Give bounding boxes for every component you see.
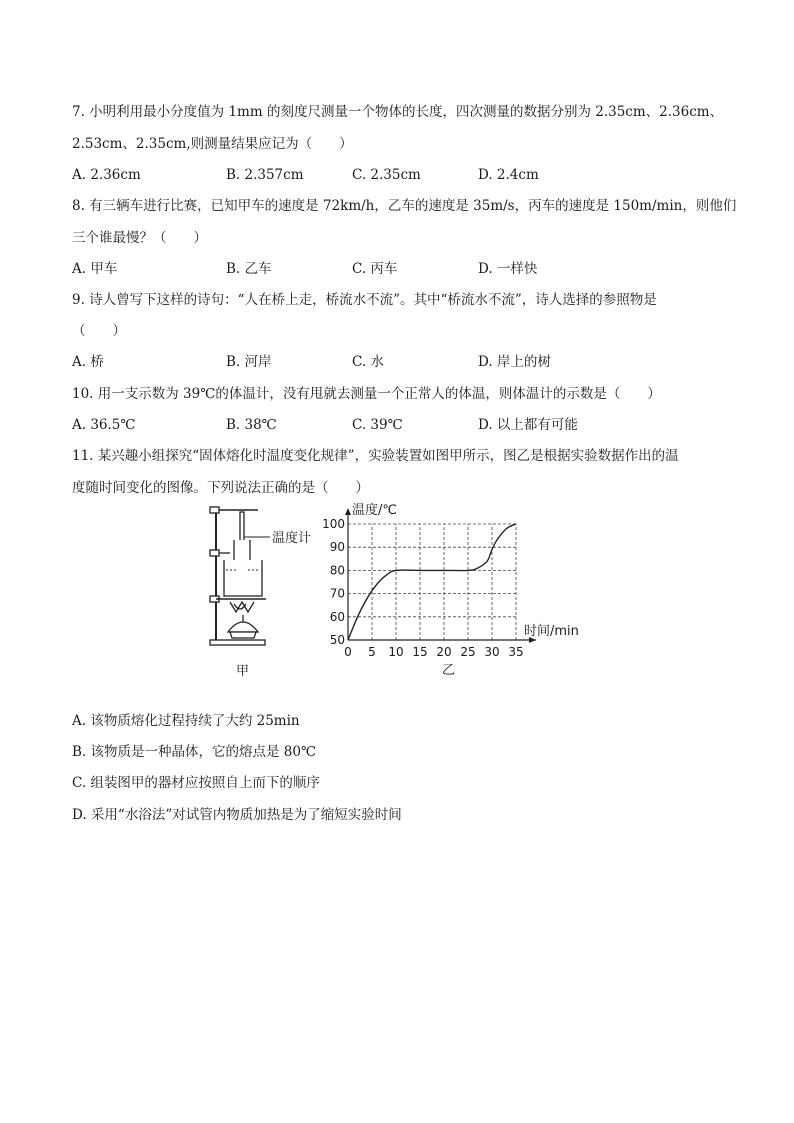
q8-option-c[interactable]: C. 丙车: [352, 261, 398, 277]
q8-option-a[interactable]: A. 甲车: [72, 261, 118, 277]
x-tick-label: 35: [508, 645, 524, 659]
y-axis-label: 温度/℃: [352, 503, 397, 518]
q7-stem-line2: 2.53cm、2.35cm,则测量结果应记为（ ）: [72, 136, 353, 152]
y-tick-label: 50: [329, 633, 345, 647]
chart-ticks: [322, 517, 524, 659]
x-tick-label: 15: [412, 645, 428, 659]
figure-jia-label: 甲: [236, 664, 250, 679]
q10-option-c[interactable]: C. 39℃: [352, 417, 403, 433]
y-axis-arrow: [345, 508, 351, 515]
q8-option-d[interactable]: D. 一样快: [478, 261, 538, 277]
q9-option-b[interactable]: B. 河岸: [226, 354, 272, 370]
q10-stem: 10. 用一支示数为 39℃的体温计，没有甩就去测量一个正常人的体温，则体温计的示数是（ ）: [72, 386, 661, 402]
y-tick-label: 100: [322, 517, 345, 531]
figure-yi-label: 乙: [442, 663, 456, 678]
y-tick-label: 90: [329, 540, 345, 555]
q7-option-c[interactable]: C. 2.35cm: [352, 167, 421, 183]
q11-stem-line1: 11. 某兴趣小组探究“固体熔化时温度变化规律”，实验装置如图甲所示，图乙是根据实验数据作出的温: [72, 448, 679, 464]
q10-option-a[interactable]: A. 36.5℃: [72, 417, 136, 433]
q10-option-b[interactable]: B. 38℃: [226, 417, 277, 433]
q11-option-b[interactable]: B. 该物质是一种晶体，它的熔点是 80℃: [72, 744, 317, 760]
x-tick-label: 10: [388, 645, 404, 659]
stand-base: [210, 640, 265, 645]
q9-stem-line1: 9. 诗人曾写下这样的诗句：“人在桥上走，桥流水不流”。其中“桥流水不流”，诗人选择的参照物是: [72, 292, 657, 308]
alcohol-lamp-icon: [228, 622, 258, 632]
y-tick-label: 60: [329, 609, 345, 624]
q11-option-d[interactable]: D. 采用“水浴法”对试管内物质加热是为了缩短实验时间: [72, 807, 402, 823]
q9-option-a[interactable]: A. 桥: [72, 354, 104, 370]
q7-option-a[interactable]: A. 2.36cm: [72, 167, 141, 183]
x-tick-label: 0: [344, 645, 352, 659]
x-tick-label: 25: [460, 645, 476, 659]
thermometer-label: 温度计: [272, 531, 312, 546]
x-axis-label: 时间/min: [524, 624, 579, 639]
q7-option-d[interactable]: D. 2.4cm: [478, 167, 539, 183]
q7-option-b[interactable]: B. 2.357cm: [226, 167, 304, 183]
chart-grid: [348, 524, 516, 640]
q9-stem-line2: （ ）: [72, 323, 126, 339]
x-tick-label: 5: [368, 645, 376, 659]
q11-stem-line2: 度随时间变化的图像。下列说法正确的是（ ）: [72, 480, 369, 496]
q10-option-d[interactable]: D. 以上都有可能: [478, 417, 578, 433]
q8-option-b[interactable]: B. 乙车: [226, 261, 272, 277]
y-tick-label: 70: [329, 586, 345, 601]
apparatus-figure: [200, 500, 330, 680]
q9-option-c[interactable]: C. 水: [352, 354, 384, 370]
x-tick-label: 30: [484, 645, 500, 659]
temperature-time-chart: [318, 498, 594, 682]
x-tick-label: 20: [436, 645, 452, 659]
q7-stem-line1: 7. 小明利用最小分度值为 1mm 的刻度尺测量一个物体的长度，四次测量的数据分别为 2.35cm、2.36cm、: [72, 104, 724, 120]
beaker-icon: [224, 560, 262, 596]
q8-stem-line2: 三个谁最慢？（ ）: [72, 230, 207, 246]
series-line: [348, 524, 516, 640]
q11-option-c[interactable]: C. 组装图甲的器材应按照自上而下的顺序: [72, 775, 320, 791]
q9-option-d[interactable]: D. 岸上的树: [478, 354, 551, 370]
q8-stem-line1: 8. 有三辆车进行比赛，已知甲车的速度是 72km/h，乙车的速度是 35m/s，丙车的速度是 150m/min，则他们: [72, 198, 737, 214]
y-tick-label: 80: [329, 563, 345, 578]
q11-option-a[interactable]: A. 该物质熔化过程持续了大约 25min: [72, 713, 300, 729]
